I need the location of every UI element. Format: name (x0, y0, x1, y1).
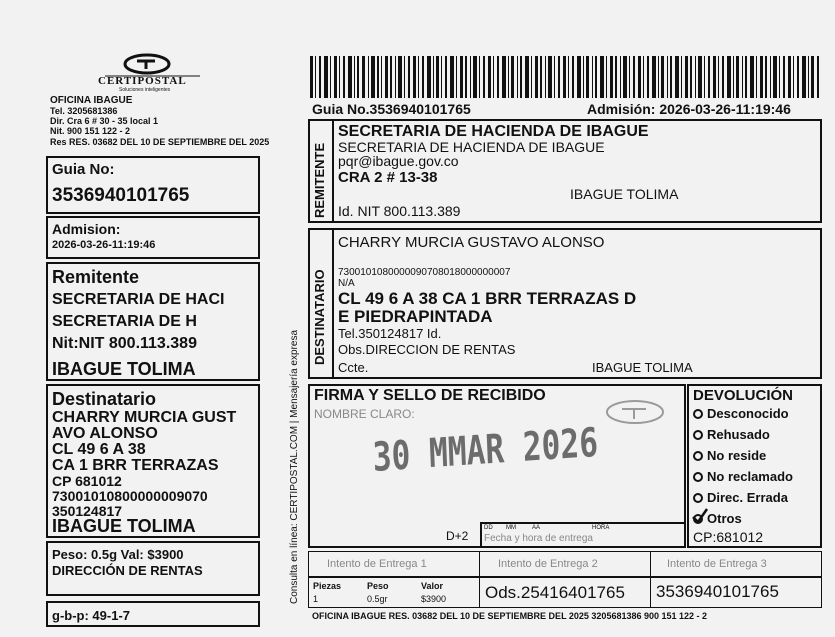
date-stamp: 30 MMAR 2026 (371, 419, 599, 481)
destinatario-box (308, 228, 822, 379)
bottom-guia-value: 3536940101765 (656, 582, 779, 601)
destinatario-city: IBAGUE TOLIMA (592, 360, 693, 375)
radio-icon (693, 451, 703, 461)
intento-cell (309, 552, 480, 576)
devolucion-option-no-reside[interactable]: No reside (693, 449, 766, 462)
intentos-row (308, 551, 822, 577)
checkmark-icon (691, 507, 709, 525)
left-peso-line: Peso: 0.5g Val: $3900 (52, 547, 184, 562)
logo (95, 52, 210, 94)
devolucion-option-direc-errada[interactable]: Direc. Errada (693, 491, 788, 504)
bottom-row (308, 577, 822, 608)
guia-cell (651, 578, 821, 607)
office-dir: Dir. Cra 6 # 30 - 35 local 1 (50, 116, 159, 126)
remitente-box (308, 119, 822, 223)
left-guia-box (46, 156, 260, 214)
left-peso-box (46, 541, 260, 596)
radio-icon (693, 472, 703, 482)
devolucion-cp: CP:681012 (693, 529, 764, 545)
left-remitente-line: SECRETARIA DE HACI (52, 291, 225, 308)
fecha-aa: AA (532, 525, 541, 531)
fecha-mm: MM (506, 525, 516, 531)
left-destinatario-line: CL 49 6 A 38 (52, 441, 146, 458)
destinatario-na: N/A (338, 278, 355, 289)
left-guia-value: 3536940101765 (52, 185, 190, 206)
destinatario-label-cell (310, 230, 334, 377)
fecha-dd: DD (484, 525, 493, 531)
remitente-email: pqr@ibague.gov.co (338, 153, 459, 169)
left-direccion-line: DIRECCIÓN DE RENTAS (52, 563, 203, 578)
destinatario-obs: Obs.DIRECCION DE RENTAS (338, 342, 516, 357)
meta-cell (309, 578, 480, 607)
ods-value: Ods.25416401765 (485, 583, 625, 602)
devolucion-option-otros[interactable]: Otros (693, 512, 742, 525)
footer-text: OFICINA IBAGUE RES. 03682 DEL 10 DE SEPTIEMBRE DEL 2025 3205681386 900 151 122 - 2 (312, 611, 708, 621)
valor-value: $3900 (421, 594, 447, 604)
left-gbp-box (46, 601, 260, 627)
left-admision-value: 2026-03-26-11:19:46 (52, 239, 156, 251)
left-destinatario-label: Destinatario (52, 389, 157, 409)
left-destinatario-line: IBAGUE TOLIMA (52, 516, 196, 536)
left-admision-label: Admision: (52, 221, 121, 237)
fecha-hora: HORA (592, 525, 610, 531)
office-name: OFICINA IBAGUE (50, 95, 133, 106)
firma-dplus: D+2 (446, 529, 469, 543)
remitente-line1: SECRETARIA DE HACIENDA DE IBAGUE (338, 123, 649, 140)
remitente-city: IBAGUE TOLIMA (570, 186, 679, 202)
destinatario-name: CHARRY MURCIA GUSTAVO ALONSO (338, 234, 605, 251)
radio-icon (693, 409, 703, 419)
office-res: Res RES. 03682 DEL 10 DE SEPTIEMBRE DEL 2025 (50, 137, 270, 147)
office-nit: Nit. 900 151 122 - 2 (50, 126, 131, 136)
logo-name: CERTIPOSTAL (98, 75, 187, 87)
devolucion-option-rehusado[interactable]: Rehusado (693, 428, 770, 441)
devolucion-title: DEVOLUCIÓN (693, 387, 794, 404)
logo-tagline: Soluciones inteligentes (119, 87, 171, 93)
side-text: Consulta en línea: CERTIPOSTAL.COM | Mensajería expresa (289, 329, 300, 604)
destinatario-code: 7300101080000090708018000000007 (338, 267, 511, 278)
destinatario-address2: E PIEDRAPINTADA (338, 307, 493, 326)
barcode (310, 56, 820, 98)
devolucion-option-desconocido[interactable]: Desconocido (693, 407, 789, 420)
devolucion-option-no-reclamado[interactable]: No reclamado (693, 470, 793, 483)
valor-label: Valor (421, 581, 444, 591)
left-destinatario-line: CHARRY MURCIA GUST (52, 409, 237, 426)
destinatario-address1: CL 49 6 A 38 CA 1 BRR TERRAZAS D (338, 289, 637, 308)
office-tel: Tel. 3205681386 (50, 106, 118, 116)
intento-cell (480, 552, 651, 576)
watermark-logo-icon (600, 398, 670, 438)
intento-2: Intento de Entrega 2 (498, 558, 598, 570)
left-admision-box (46, 216, 260, 259)
remitente-label: REMITENTE (312, 142, 327, 218)
left-remitente-box (46, 262, 260, 381)
left-remitente-line: IBAGUE TOLIMA (52, 359, 196, 379)
fecha-cell (480, 522, 686, 548)
left-destinatario-line: CA 1 BRR TERRAZAS (52, 457, 219, 474)
left-destinatario-line: 350124817 (52, 503, 123, 519)
devolucion-box (687, 384, 822, 548)
remitente-line2: SECRETARIA DE HACIENDA DE IBAGUE (338, 139, 605, 155)
remitente-nit: Id. NIT 800.113.389 (338, 203, 461, 219)
ods-cell (480, 578, 651, 607)
intento-3: Intento de Entrega 3 (667, 558, 767, 570)
fecha-label: Fecha y hora de entrega (484, 533, 593, 544)
peso-label: Peso (367, 581, 389, 591)
intento-1: Intento de Entrega 1 (327, 558, 427, 570)
barcode-bars (310, 56, 819, 98)
remitente-label-cell (310, 121, 334, 221)
radio-icon (693, 493, 703, 503)
left-remitente-label: Remitente (52, 267, 140, 287)
left-guia-label: Guia No: (52, 161, 115, 178)
peso-value: 0.5gr (367, 594, 388, 604)
firma-box (308, 384, 686, 548)
piezas-value: 1 (313, 594, 319, 604)
left-destinatario-line: CP 681012 (52, 473, 122, 489)
destinatario-ccte: Ccte. (338, 360, 369, 375)
left-destinatario-line: AVO ALONSO (52, 425, 158, 442)
intento-cell (651, 552, 821, 576)
destinatario-tel: Tel.350124817 Id. (338, 326, 442, 341)
left-gbp: g-b-p: 49-1-7 (52, 608, 130, 623)
header-admision: Admisión: 2026-03-26-11:19:46 (587, 101, 791, 117)
destinatario-label: DESTINATARIO (312, 269, 327, 365)
left-remitente-line: Nit:NIT 800.113.389 (52, 335, 197, 352)
piezas-label: Piezas (313, 581, 342, 591)
firma-nombre: NOMBRE CLARO: (314, 407, 415, 421)
left-remitente-line: SECRETARIA DE H (52, 313, 197, 330)
left-destinatario-box (46, 384, 260, 538)
remitente-address: CRA 2 # 13-38 (338, 169, 438, 186)
firma-title: FIRMA Y SELLO DE RECIBIDO (314, 387, 546, 404)
left-destinatario-line: 73001010800000009070 (52, 488, 208, 504)
radio-icon (693, 430, 703, 440)
header-guia: Guia No.3536940101765 (312, 101, 471, 117)
